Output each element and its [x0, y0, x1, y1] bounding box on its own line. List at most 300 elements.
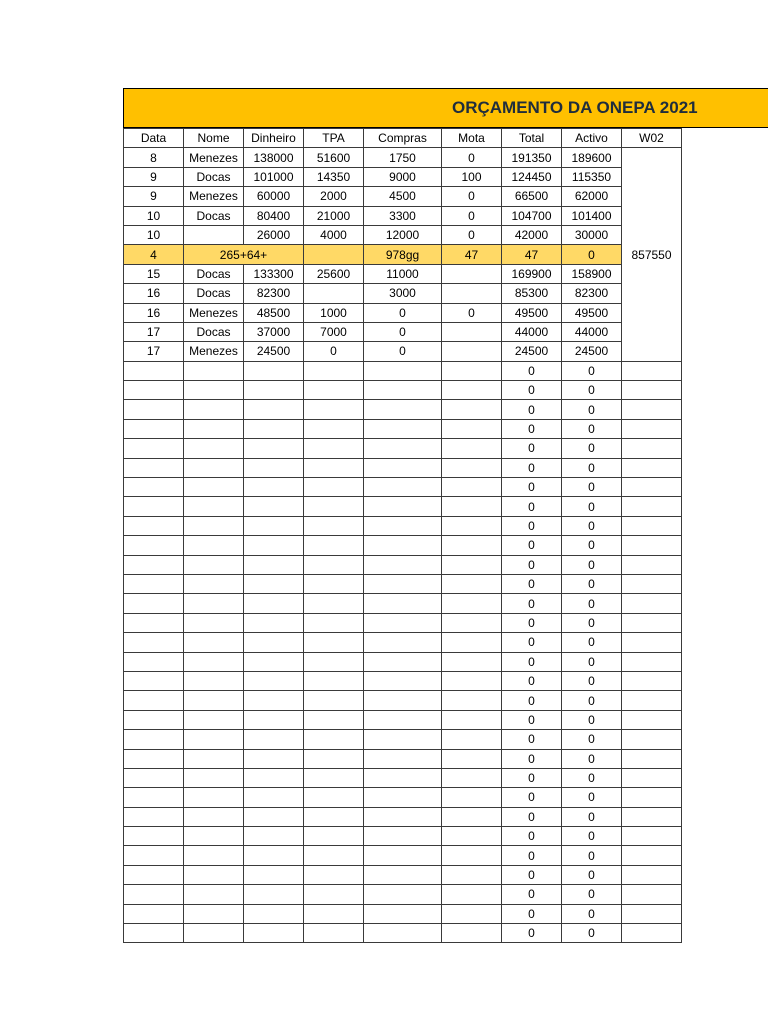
cell-nome[interactable]: Docas — [184, 206, 244, 225]
empty-cell[interactable] — [184, 710, 244, 729]
cell-dinheiro[interactable]: 138000 — [244, 148, 304, 167]
cell-activo[interactable]: 0 — [562, 536, 622, 555]
empty-cell[interactable] — [184, 458, 244, 477]
empty-cell[interactable] — [364, 400, 442, 419]
empty-cell[interactable] — [622, 516, 682, 535]
cell-activo[interactable]: 24500 — [562, 342, 622, 361]
empty-cell[interactable] — [442, 594, 502, 613]
cell-data[interactable]: 16 — [124, 284, 184, 303]
cell-dinheiro[interactable]: 37000 — [244, 322, 304, 341]
cell-total[interactable]: 85300 — [502, 284, 562, 303]
cell-nome[interactable]: 265+64+ — [184, 245, 304, 264]
cell-activo[interactable]: 158900 — [562, 264, 622, 283]
cell-activo[interactable]: 0 — [562, 924, 622, 943]
cell-activo[interactable]: 0 — [562, 807, 622, 826]
cell-nome[interactable]: Docas — [184, 322, 244, 341]
cell-tpa[interactable]: 14350 — [304, 167, 364, 186]
empty-cell[interactable] — [622, 574, 682, 593]
empty-cell[interactable] — [124, 361, 184, 380]
empty-cell[interactable] — [364, 691, 442, 710]
empty-cell[interactable] — [304, 574, 364, 593]
cell-dinheiro[interactable]: 60000 — [244, 187, 304, 206]
cell-tpa[interactable]: 2000 — [304, 187, 364, 206]
empty-cell[interactable] — [244, 419, 304, 438]
empty-cell[interactable] — [124, 419, 184, 438]
empty-cell[interactable] — [304, 613, 364, 632]
header-cell-total[interactable]: Total — [502, 129, 562, 148]
cell-activo[interactable]: 0 — [562, 652, 622, 671]
cell-total[interactable]: 0 — [502, 439, 562, 458]
empty-cell[interactable] — [442, 788, 502, 807]
cell-total[interactable]: 0 — [502, 381, 562, 400]
empty-cell[interactable] — [124, 574, 184, 593]
cell-activo[interactable]: 189600 — [562, 148, 622, 167]
empty-cell[interactable] — [622, 419, 682, 438]
cell-total[interactable]: 0 — [502, 827, 562, 846]
cell-total[interactable]: 0 — [502, 691, 562, 710]
empty-cell[interactable] — [364, 633, 442, 652]
cell-dinheiro[interactable]: 101000 — [244, 167, 304, 186]
header-cell-w02[interactable]: W02 — [622, 129, 682, 148]
cell-total[interactable]: 49500 — [502, 303, 562, 322]
cell-activo[interactable]: 0 — [562, 400, 622, 419]
empty-cell[interactable] — [622, 652, 682, 671]
cell-total[interactable]: 0 — [502, 865, 562, 884]
empty-cell[interactable] — [622, 885, 682, 904]
cell-mota[interactable] — [442, 322, 502, 341]
cell-dinheiro[interactable]: 24500 — [244, 342, 304, 361]
empty-cell[interactable] — [124, 458, 184, 477]
empty-cell[interactable] — [304, 691, 364, 710]
empty-cell[interactable] — [364, 516, 442, 535]
empty-cell[interactable] — [184, 439, 244, 458]
empty-cell[interactable] — [124, 439, 184, 458]
empty-cell[interactable] — [622, 865, 682, 884]
empty-cell[interactable] — [184, 768, 244, 787]
cell-data[interactable]: 17 — [124, 322, 184, 341]
cell-data[interactable]: 9 — [124, 187, 184, 206]
header-cell-data[interactable]: Data — [124, 129, 184, 148]
empty-cell[interactable] — [622, 594, 682, 613]
empty-cell[interactable] — [124, 749, 184, 768]
empty-cell[interactable] — [184, 574, 244, 593]
cell-activo[interactable]: 0 — [562, 439, 622, 458]
empty-cell[interactable] — [364, 478, 442, 497]
cell-tpa[interactable] — [304, 284, 364, 303]
cell-mota[interactable]: 0 — [442, 187, 502, 206]
empty-cell[interactable] — [244, 807, 304, 826]
cell-activo[interactable]: 0 — [562, 458, 622, 477]
cell-compras[interactable]: 9000 — [364, 167, 442, 186]
cell-total[interactable]: 169900 — [502, 264, 562, 283]
empty-cell[interactable] — [244, 497, 304, 516]
header-cell-tpa[interactable]: TPA — [304, 129, 364, 148]
cell-activo[interactable]: 0 — [562, 555, 622, 574]
empty-cell[interactable] — [304, 749, 364, 768]
empty-cell[interactable] — [244, 439, 304, 458]
cell-activo[interactable]: 0 — [562, 381, 622, 400]
empty-cell[interactable] — [442, 419, 502, 438]
empty-cell[interactable] — [442, 478, 502, 497]
empty-cell[interactable] — [184, 788, 244, 807]
cell-total[interactable]: 0 — [502, 885, 562, 904]
empty-cell[interactable] — [442, 730, 502, 749]
empty-cell[interactable] — [184, 419, 244, 438]
cell-mota[interactable]: 0 — [442, 148, 502, 167]
empty-cell[interactable] — [304, 439, 364, 458]
cell-total[interactable]: 0 — [502, 400, 562, 419]
empty-cell[interactable] — [244, 361, 304, 380]
cell-total[interactable]: 0 — [502, 613, 562, 632]
empty-cell[interactable] — [364, 924, 442, 943]
cell-total[interactable]: 0 — [502, 846, 562, 865]
cell-activo[interactable]: 0 — [562, 478, 622, 497]
empty-cell[interactable] — [244, 885, 304, 904]
empty-cell[interactable] — [364, 788, 442, 807]
empty-cell[interactable] — [244, 400, 304, 419]
cell-activo[interactable]: 49500 — [562, 303, 622, 322]
empty-cell[interactable] — [622, 536, 682, 555]
empty-cell[interactable] — [304, 807, 364, 826]
empty-cell[interactable] — [622, 827, 682, 846]
cell-nome[interactable]: Docas — [184, 167, 244, 186]
empty-cell[interactable] — [124, 400, 184, 419]
empty-cell[interactable] — [442, 458, 502, 477]
header-cell-mota[interactable]: Mota — [442, 129, 502, 148]
cell-mota[interactable]: 47 — [442, 245, 502, 264]
cell-data[interactable]: 10 — [124, 206, 184, 225]
empty-cell[interactable] — [442, 652, 502, 671]
cell-mota[interactable] — [442, 264, 502, 283]
empty-cell[interactable] — [442, 536, 502, 555]
empty-cell[interactable] — [364, 885, 442, 904]
empty-cell[interactable] — [364, 827, 442, 846]
empty-cell[interactable] — [244, 768, 304, 787]
empty-cell[interactable] — [244, 478, 304, 497]
empty-cell[interactable] — [304, 555, 364, 574]
empty-cell[interactable] — [622, 400, 682, 419]
empty-cell[interactable] — [244, 555, 304, 574]
cell-total[interactable]: 42000 — [502, 225, 562, 244]
cell-total[interactable]: 0 — [502, 788, 562, 807]
cell-activo[interactable]: 0 — [562, 788, 622, 807]
empty-cell[interactable] — [304, 865, 364, 884]
cell-compras[interactable]: 12000 — [364, 225, 442, 244]
header-cell-compras[interactable]: Compras — [364, 129, 442, 148]
empty-cell[interactable] — [364, 865, 442, 884]
cell-mota[interactable]: 0 — [442, 225, 502, 244]
cell-data[interactable]: 9 — [124, 167, 184, 186]
cell-total[interactable]: 0 — [502, 536, 562, 555]
empty-cell[interactable] — [622, 710, 682, 729]
empty-cell[interactable] — [124, 516, 184, 535]
empty-cell[interactable] — [364, 497, 442, 516]
empty-cell[interactable] — [184, 730, 244, 749]
header-cell-activo[interactable]: Activo — [562, 129, 622, 148]
cell-nome[interactable]: Menezes — [184, 148, 244, 167]
empty-cell[interactable] — [622, 361, 682, 380]
empty-cell[interactable] — [244, 710, 304, 729]
header-cell-dinheiro[interactable]: Dinheiro — [244, 129, 304, 148]
cell-activo[interactable]: 0 — [562, 516, 622, 535]
empty-cell[interactable] — [124, 594, 184, 613]
empty-cell[interactable] — [124, 633, 184, 652]
empty-cell[interactable] — [442, 381, 502, 400]
cell-activo[interactable]: 0 — [562, 885, 622, 904]
cell-activo[interactable]: 0 — [562, 671, 622, 690]
cell-total[interactable]: 0 — [502, 768, 562, 787]
empty-cell[interactable] — [442, 807, 502, 826]
empty-cell[interactable] — [364, 439, 442, 458]
empty-cell[interactable] — [304, 419, 364, 438]
empty-cell[interactable] — [304, 768, 364, 787]
empty-cell[interactable] — [304, 633, 364, 652]
empty-cell[interactable] — [442, 710, 502, 729]
empty-cell[interactable] — [124, 730, 184, 749]
cell-data[interactable]: 8 — [124, 148, 184, 167]
cell-total[interactable]: 0 — [502, 904, 562, 923]
empty-cell[interactable] — [244, 458, 304, 477]
empty-cell[interactable] — [124, 497, 184, 516]
empty-cell[interactable] — [304, 361, 364, 380]
cell-compras[interactable]: 1750 — [364, 148, 442, 167]
empty-cell[interactable] — [124, 846, 184, 865]
cell-tpa[interactable]: 1000 — [304, 303, 364, 322]
empty-cell[interactable] — [184, 749, 244, 768]
empty-cell[interactable] — [442, 497, 502, 516]
empty-cell[interactable] — [124, 652, 184, 671]
empty-cell[interactable] — [184, 594, 244, 613]
empty-cell[interactable] — [244, 730, 304, 749]
empty-cell[interactable] — [364, 846, 442, 865]
cell-activo[interactable]: 62000 — [562, 187, 622, 206]
empty-cell[interactable] — [442, 613, 502, 632]
empty-cell[interactable] — [124, 885, 184, 904]
empty-cell[interactable] — [124, 710, 184, 729]
cell-total[interactable]: 0 — [502, 652, 562, 671]
w02-merged-cell[interactable]: 857550 — [622, 148, 682, 361]
empty-cell[interactable] — [364, 594, 442, 613]
empty-cell[interactable] — [124, 807, 184, 826]
empty-cell[interactable] — [244, 671, 304, 690]
cell-total[interactable]: 0 — [502, 710, 562, 729]
cell-tpa[interactable] — [304, 245, 364, 264]
empty-cell[interactable] — [124, 555, 184, 574]
cell-total[interactable]: 0 — [502, 671, 562, 690]
empty-cell[interactable] — [124, 478, 184, 497]
cell-tpa[interactable]: 4000 — [304, 225, 364, 244]
empty-cell[interactable] — [622, 768, 682, 787]
empty-cell[interactable] — [364, 807, 442, 826]
empty-cell[interactable] — [124, 904, 184, 923]
empty-cell[interactable] — [304, 652, 364, 671]
empty-cell[interactable] — [184, 633, 244, 652]
cell-data[interactable]: 10 — [124, 225, 184, 244]
empty-cell[interactable] — [244, 788, 304, 807]
cell-dinheiro[interactable]: 80400 — [244, 206, 304, 225]
cell-activo[interactable]: 0 — [562, 865, 622, 884]
empty-cell[interactable] — [622, 904, 682, 923]
empty-cell[interactable] — [184, 904, 244, 923]
empty-cell[interactable] — [442, 439, 502, 458]
empty-cell[interactable] — [184, 516, 244, 535]
cell-total[interactable]: 0 — [502, 730, 562, 749]
empty-cell[interactable] — [364, 361, 442, 380]
empty-cell[interactable] — [364, 555, 442, 574]
empty-cell[interactable] — [244, 749, 304, 768]
cell-nome[interactable]: Docas — [184, 284, 244, 303]
cell-dinheiro[interactable]: 48500 — [244, 303, 304, 322]
cell-total[interactable]: 0 — [502, 497, 562, 516]
empty-cell[interactable] — [622, 846, 682, 865]
empty-cell[interactable] — [622, 730, 682, 749]
cell-total[interactable]: 104700 — [502, 206, 562, 225]
cell-nome[interactable]: Menezes — [184, 342, 244, 361]
empty-cell[interactable] — [184, 652, 244, 671]
empty-cell[interactable] — [124, 924, 184, 943]
empty-cell[interactable] — [304, 730, 364, 749]
empty-cell[interactable] — [442, 516, 502, 535]
empty-cell[interactable] — [442, 749, 502, 768]
empty-cell[interactable] — [442, 924, 502, 943]
empty-cell[interactable] — [304, 536, 364, 555]
empty-cell[interactable] — [442, 768, 502, 787]
cell-activo[interactable]: 0 — [562, 361, 622, 380]
empty-cell[interactable] — [364, 749, 442, 768]
cell-activo[interactable]: 30000 — [562, 225, 622, 244]
empty-cell[interactable] — [622, 497, 682, 516]
empty-cell[interactable] — [364, 904, 442, 923]
empty-cell[interactable] — [244, 381, 304, 400]
empty-cell[interactable] — [304, 497, 364, 516]
empty-cell[interactable] — [244, 633, 304, 652]
empty-cell[interactable] — [622, 555, 682, 574]
empty-cell[interactable] — [244, 613, 304, 632]
empty-cell[interactable] — [364, 458, 442, 477]
empty-cell[interactable] — [124, 613, 184, 632]
cell-dinheiro[interactable]: 26000 — [244, 225, 304, 244]
cell-tpa[interactable]: 21000 — [304, 206, 364, 225]
empty-cell[interactable] — [364, 536, 442, 555]
cell-total[interactable]: 124450 — [502, 167, 562, 186]
cell-tpa[interactable]: 25600 — [304, 264, 364, 283]
cell-mota[interactable]: 0 — [442, 206, 502, 225]
cell-nome[interactable]: Docas — [184, 264, 244, 283]
cell-activo[interactable]: 0 — [562, 768, 622, 787]
cell-data[interactable]: 4 — [124, 245, 184, 264]
cell-activo[interactable]: 0 — [562, 633, 622, 652]
cell-activo[interactable]: 0 — [562, 613, 622, 632]
empty-cell[interactable] — [124, 865, 184, 884]
cell-mota[interactable]: 0 — [442, 303, 502, 322]
cell-data[interactable]: 16 — [124, 303, 184, 322]
empty-cell[interactable] — [442, 827, 502, 846]
empty-cell[interactable] — [184, 361, 244, 380]
cell-total[interactable]: 44000 — [502, 322, 562, 341]
empty-cell[interactable] — [304, 671, 364, 690]
empty-cell[interactable] — [184, 497, 244, 516]
empty-cell[interactable] — [622, 671, 682, 690]
cell-total[interactable]: 191350 — [502, 148, 562, 167]
empty-cell[interactable] — [244, 904, 304, 923]
empty-cell[interactable] — [622, 924, 682, 943]
empty-cell[interactable] — [184, 536, 244, 555]
empty-cell[interactable] — [442, 361, 502, 380]
cell-compras[interactable]: 978gg — [364, 245, 442, 264]
empty-cell[interactable] — [124, 768, 184, 787]
cell-activo[interactable]: 0 — [562, 245, 622, 264]
cell-activo[interactable]: 0 — [562, 419, 622, 438]
empty-cell[interactable] — [184, 613, 244, 632]
empty-cell[interactable] — [184, 846, 244, 865]
cell-total[interactable]: 24500 — [502, 342, 562, 361]
cell-tpa[interactable]: 7000 — [304, 322, 364, 341]
cell-total[interactable]: 0 — [502, 458, 562, 477]
cell-compras[interactable]: 0 — [364, 342, 442, 361]
empty-cell[interactable] — [442, 671, 502, 690]
empty-cell[interactable] — [364, 574, 442, 593]
empty-cell[interactable] — [442, 574, 502, 593]
cell-data[interactable]: 17 — [124, 342, 184, 361]
empty-cell[interactable] — [622, 807, 682, 826]
cell-total[interactable]: 0 — [502, 419, 562, 438]
cell-total[interactable]: 0 — [502, 924, 562, 943]
empty-cell[interactable] — [304, 400, 364, 419]
empty-cell[interactable] — [244, 691, 304, 710]
empty-cell[interactable] — [442, 555, 502, 574]
cell-activo[interactable]: 0 — [562, 710, 622, 729]
empty-cell[interactable] — [442, 885, 502, 904]
empty-cell[interactable] — [124, 671, 184, 690]
empty-cell[interactable] — [124, 788, 184, 807]
cell-total[interactable]: 0 — [502, 594, 562, 613]
empty-cell[interactable] — [364, 671, 442, 690]
empty-cell[interactable] — [124, 827, 184, 846]
cell-total[interactable]: 0 — [502, 478, 562, 497]
cell-tpa[interactable]: 51600 — [304, 148, 364, 167]
empty-cell[interactable] — [304, 594, 364, 613]
cell-total[interactable]: 0 — [502, 574, 562, 593]
empty-cell[interactable] — [184, 671, 244, 690]
cell-total[interactable]: 66500 — [502, 187, 562, 206]
cell-total[interactable]: 0 — [502, 807, 562, 826]
empty-cell[interactable] — [244, 827, 304, 846]
empty-cell[interactable] — [184, 885, 244, 904]
empty-cell[interactable] — [442, 904, 502, 923]
empty-cell[interactable] — [442, 846, 502, 865]
cell-activo[interactable]: 0 — [562, 846, 622, 865]
cell-total[interactable]: 0 — [502, 361, 562, 380]
empty-cell[interactable] — [364, 710, 442, 729]
cell-activo[interactable]: 82300 — [562, 284, 622, 303]
empty-cell[interactable] — [304, 827, 364, 846]
empty-cell[interactable] — [184, 381, 244, 400]
cell-nome[interactable]: Menezes — [184, 303, 244, 322]
cell-dinheiro[interactable]: 133300 — [244, 264, 304, 283]
empty-cell[interactable] — [442, 865, 502, 884]
cell-total[interactable]: 0 — [502, 516, 562, 535]
empty-cell[interactable] — [304, 788, 364, 807]
cell-activo[interactable]: 101400 — [562, 206, 622, 225]
empty-cell[interactable] — [184, 691, 244, 710]
cell-activo[interactable]: 44000 — [562, 322, 622, 341]
empty-cell[interactable] — [442, 400, 502, 419]
empty-cell[interactable] — [364, 730, 442, 749]
empty-cell[interactable] — [184, 478, 244, 497]
cell-total[interactable]: 0 — [502, 555, 562, 574]
empty-cell[interactable] — [622, 613, 682, 632]
cell-compras[interactable]: 4500 — [364, 187, 442, 206]
